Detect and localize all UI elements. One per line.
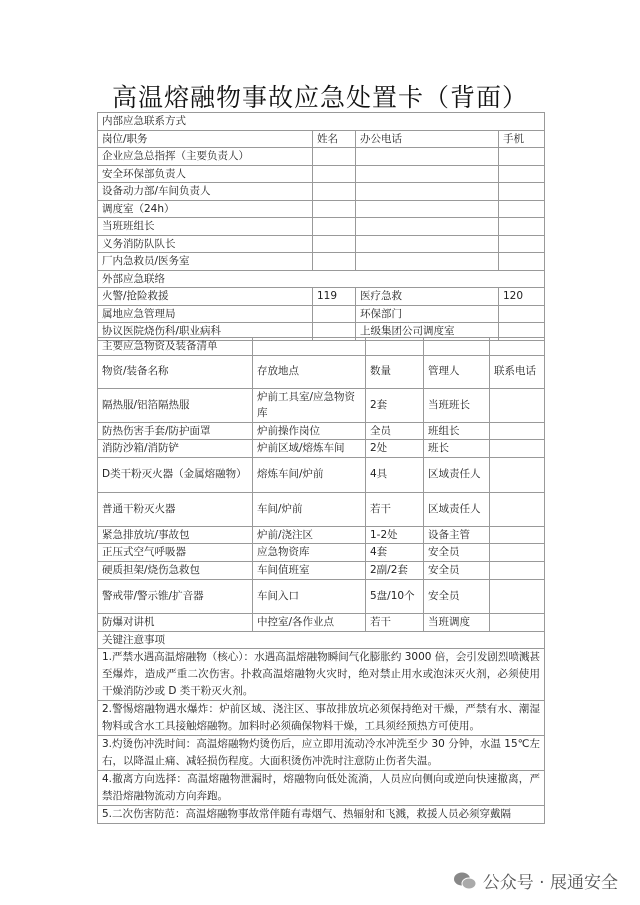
column-header: 管理人	[424, 355, 490, 388]
table-row	[98, 492, 545, 526]
table-cell	[356, 148, 499, 166]
header-row	[98, 130, 545, 148]
note-item: 5.二次伤害防范：高温熔融物事故常伴随有毒烟气、热辐射和飞溅，救援人员必须穿戴隔	[98, 806, 545, 824]
table-cell: 120	[499, 288, 545, 306]
table-cell: 属地应急管理局	[98, 305, 313, 323]
table-row	[98, 218, 545, 236]
table-cell: 当班班长	[424, 388, 490, 422]
section-header-row	[98, 338, 545, 356]
table-cell	[424, 338, 490, 356]
table-cell	[490, 338, 545, 356]
table-row	[98, 562, 545, 580]
table-cell: 当班调度	[424, 614, 490, 632]
table-cell: 炉前操作岗位	[253, 422, 366, 440]
table-cell: 区域责任人	[424, 492, 490, 526]
table-cell	[356, 200, 499, 218]
table-cell	[490, 526, 545, 544]
table-cell	[490, 614, 545, 632]
section-header-row	[98, 113, 545, 131]
table-cell: 安全员	[424, 562, 490, 580]
section-label: 外部应急联络	[98, 270, 545, 288]
table-cell	[499, 148, 545, 166]
equipment-table	[97, 337, 545, 824]
table-cell: 车间/炉前	[253, 492, 366, 526]
table-cell: 厂内急救员/医务室	[98, 253, 313, 271]
watermark	[453, 868, 618, 893]
column-header: 办公电话	[356, 130, 499, 148]
table-cell: 安全员	[424, 544, 490, 562]
table-row	[98, 614, 545, 632]
note-row	[98, 806, 545, 824]
section-header-row	[98, 631, 545, 649]
table-row	[98, 253, 545, 271]
table-cell: 上级集团公司调度室	[356, 323, 499, 341]
table-cell	[313, 305, 356, 323]
table-cell	[499, 200, 545, 218]
section-label: 内部应急联系方式	[98, 113, 545, 131]
table-row	[98, 288, 545, 306]
table-cell	[356, 253, 499, 271]
table-cell: 安全员	[424, 580, 490, 614]
table-cell	[499, 253, 545, 271]
table-cell	[490, 440, 545, 458]
table-cell	[499, 235, 545, 253]
table-cell: 炉前区域/熔炼车间	[253, 440, 366, 458]
table-cell: 中控室/各作业点	[253, 614, 366, 632]
table-cell	[490, 492, 545, 526]
table-cell	[366, 338, 424, 356]
table-row	[98, 148, 545, 166]
column-header: 手机	[499, 130, 545, 148]
table-cell: 企业应急总指挥（主要负责人）	[98, 148, 313, 166]
table-cell	[499, 165, 545, 183]
table-cell	[313, 183, 356, 201]
page-title: 高温熔融物事故应急处置卡（背面）	[111, 83, 528, 112]
table-row	[98, 183, 545, 201]
table-cell	[313, 218, 356, 236]
table-cell: 4具	[366, 457, 424, 492]
table-cell: 119	[313, 288, 356, 306]
column-header: 联系电话	[490, 355, 545, 388]
table-cell: 安全环保部负责人	[98, 165, 313, 183]
table-cell: 4套	[366, 544, 424, 562]
table-cell: 2处	[366, 440, 424, 458]
table-row	[98, 526, 545, 544]
table-cell: 车间入口	[253, 580, 366, 614]
table-row	[98, 544, 545, 562]
table-cell: 炉前/浇注区	[253, 526, 366, 544]
table-cell	[490, 388, 545, 422]
table-cell: 协议医院烧伤科/职业病科	[98, 323, 313, 341]
table-cell: 紧急排放坑/事故包	[98, 526, 253, 544]
table-cell: 区域责任人	[424, 457, 490, 492]
table-cell	[253, 338, 366, 356]
table-cell	[356, 218, 499, 236]
table-row	[98, 165, 545, 183]
table-row	[98, 457, 545, 492]
table-cell	[490, 544, 545, 562]
table-cell	[499, 305, 545, 323]
table-row	[98, 305, 545, 323]
table-cell	[313, 235, 356, 253]
table-cell	[499, 218, 545, 236]
table-cell	[490, 562, 545, 580]
table-cell: 熔炼车间/炉前	[253, 457, 366, 492]
table-cell: 正压式空气呼吸器	[98, 544, 253, 562]
table-cell: 若干	[366, 614, 424, 632]
table-cell: 调度室（24h）	[98, 200, 313, 218]
table-row	[98, 580, 545, 614]
table-row	[98, 235, 545, 253]
table-cell: 防爆对讲机	[98, 614, 253, 632]
watermark-text: 公众号 · 展通安全	[482, 873, 618, 893]
table-cell: 设备动力部/车间负责人	[98, 183, 313, 201]
table-row	[98, 440, 545, 458]
table-cell: 消防沙箱/消防铲	[98, 440, 253, 458]
table-cell: D类干粉灭火器（金属熔融物）	[98, 457, 253, 492]
column-header: 物资/装备名称	[98, 355, 253, 388]
table-cell: 2套	[366, 388, 424, 422]
table-cell	[490, 457, 545, 492]
table-cell: 医疗急救	[356, 288, 499, 306]
table-cell	[356, 235, 499, 253]
wechat-icon	[453, 871, 477, 891]
section-header-row	[98, 270, 545, 288]
table-cell: 若干	[366, 492, 424, 526]
note-row	[98, 736, 545, 771]
table-cell: 普通干粉灭火器	[98, 492, 253, 526]
table-cell: 班长	[424, 440, 490, 458]
table-row	[98, 200, 545, 218]
table-cell	[356, 165, 499, 183]
table-cell	[313, 165, 356, 183]
table-cell	[499, 183, 545, 201]
table-cell: 防热伤害手套/防护面罩	[98, 422, 253, 440]
table-cell	[313, 253, 356, 271]
column-header: 存放地点	[253, 355, 366, 388]
table-cell: 警戒带/警示锥/扩音器	[98, 580, 253, 614]
note-row	[98, 771, 545, 806]
table-cell: 炉前工具室/应急物资库	[253, 388, 366, 422]
table-cell: 义务消防队队长	[98, 235, 313, 253]
table-cell: 车间值班室	[253, 562, 366, 580]
table-cell: 5盘/10个	[366, 580, 424, 614]
contact-table	[97, 112, 545, 341]
note-row	[98, 701, 545, 736]
table-cell: 全员	[366, 422, 424, 440]
table-cell	[313, 200, 356, 218]
note-item: 2.警惕熔融物遇水爆炸：炉前区域、浇注区、事故排放坑必须保持绝对干燥，严禁有水、潮湿物料或含水工具接触熔融物。加料时必须确保物料干燥，工具须经预热方可使用。	[98, 701, 545, 736]
table-cell: 火警/抢险救援	[98, 288, 313, 306]
table-row	[98, 422, 545, 440]
section-label: 主要应急物资及装备清单	[98, 338, 253, 356]
column-header: 数量	[366, 355, 424, 388]
table-cell: 班组长	[424, 422, 490, 440]
table-cell: 2副/2套	[366, 562, 424, 580]
table-cell: 环保部门	[356, 305, 499, 323]
table-cell: 1-2处	[366, 526, 424, 544]
table-cell: 硬质担架/烧伤急救包	[98, 562, 253, 580]
note-row	[98, 649, 545, 701]
note-item: 4.撤离方向选择：高温熔融物泄漏时，熔融物向低处流淌，人员应向侧向或逆向快速撤离，严禁沿熔融物流动方向奔跑。	[98, 771, 545, 806]
note-item: 3.灼烫伤冲洗时间：高温熔融物灼烫伤后，应立即用流动冷水冲洗至少 30 分钟，水温 15℃左右，以降温止痛、减轻损伤程度。大面积烫伤冲洗时注意防止伤者失温。	[98, 736, 545, 771]
table-cell	[313, 148, 356, 166]
table-cell: 设备主管	[424, 526, 490, 544]
table-cell: 当班班组长	[98, 218, 313, 236]
column-header: 岗位/职务	[98, 130, 313, 148]
table-cell	[490, 422, 545, 440]
column-header: 姓名	[313, 130, 356, 148]
table-cell	[356, 183, 499, 201]
header-row	[98, 355, 545, 388]
table-cell	[490, 580, 545, 614]
note-item: 1.严禁水遇高温熔融物（核心）：水遇高温熔融物瞬间气化膨胀约 3000 倍，会引发剧烈喷溅甚至爆炸，造成严重二次伤害。扑救高温熔融物火灾时，绝对禁止用水或泡沫灭火剂，必须使用干燥消防沙或 D 类干粉灭火剂。	[98, 649, 545, 701]
table-row	[98, 388, 545, 422]
section-label: 关键注意事项	[98, 631, 545, 649]
table-cell: 应急物资库	[253, 544, 366, 562]
table-cell: 隔热服/铝箔隔热服	[98, 388, 253, 422]
